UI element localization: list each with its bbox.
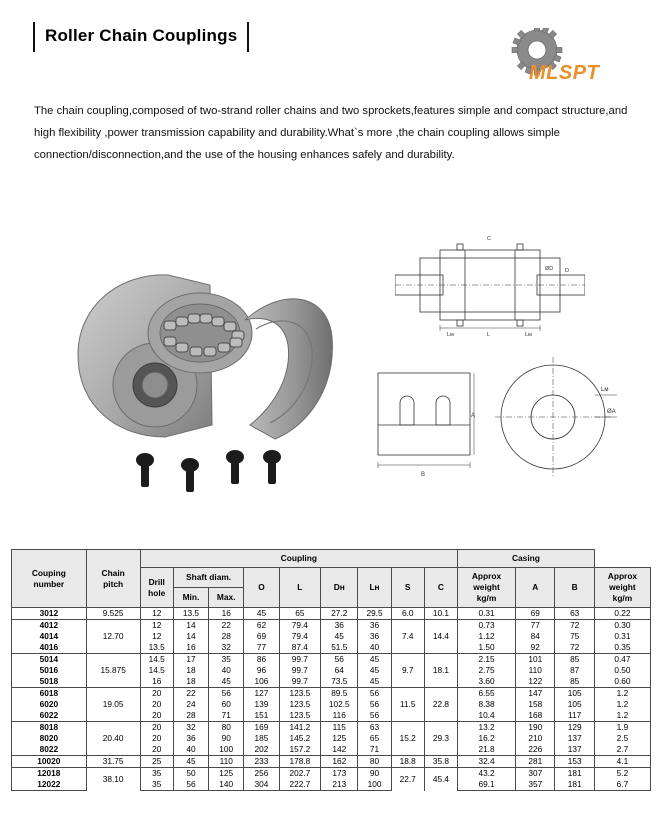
cell-b: 63 bbox=[555, 608, 594, 620]
table-row bbox=[12, 756, 651, 768]
cell-chain-pitch: 31.75 bbox=[86, 756, 140, 768]
th-max: Max. bbox=[209, 588, 244, 608]
table-head bbox=[12, 550, 651, 608]
cell-o: 256 bbox=[244, 768, 279, 780]
cell-approx-weight: 21.8 bbox=[458, 744, 516, 756]
cell-b: 137 bbox=[555, 744, 594, 756]
cell-shaft-min: 45 bbox=[173, 756, 208, 768]
cell-b: 181 bbox=[555, 768, 594, 780]
cell-b: 72 bbox=[555, 620, 594, 632]
cell-shaft-max: 56 bbox=[209, 688, 244, 700]
cell-s: 11.5 bbox=[391, 688, 424, 722]
cell-shaft-min: 17 bbox=[173, 654, 208, 666]
svg-text:Lᴍ: Lᴍ bbox=[525, 332, 532, 338]
svg-text:Lᴍ: Lᴍ bbox=[447, 332, 454, 338]
cell-lh: 90 bbox=[358, 768, 391, 780]
cell-l: 79.4 bbox=[279, 620, 320, 632]
cell-drill-hole: 35 bbox=[140, 779, 173, 791]
svg-text:Lᴍ: Lᴍ bbox=[601, 387, 609, 393]
cell-shaft-min: 40 bbox=[173, 744, 208, 756]
coupling-photo bbox=[60, 225, 350, 515]
th-S: S bbox=[391, 568, 424, 608]
cell-c: 35.8 bbox=[424, 756, 457, 768]
cell-shaft-min: 24 bbox=[173, 699, 208, 710]
cell-o: 77 bbox=[244, 642, 279, 654]
cell-coupling-number: 4014 bbox=[12, 631, 87, 642]
cell-lh: 56 bbox=[358, 710, 391, 722]
cell-approx-weight: 0.31 bbox=[458, 608, 516, 620]
cell-lh: 36 bbox=[358, 620, 391, 632]
cell-shaft-max: 35 bbox=[209, 654, 244, 666]
cell-dh: 213 bbox=[321, 779, 358, 791]
cell-b: 105 bbox=[555, 699, 594, 710]
cell-coupling-number: 5018 bbox=[12, 676, 87, 688]
svg-text:L: L bbox=[487, 332, 491, 338]
cell-s: 9.7 bbox=[391, 654, 424, 688]
specification-table bbox=[11, 549, 651, 791]
cell-coupling-number: 6020 bbox=[12, 699, 87, 710]
cell-o: 202 bbox=[244, 744, 279, 756]
cell-s: 6.0 bbox=[391, 608, 424, 620]
cell-l: 99.7 bbox=[279, 665, 320, 676]
cell-dh: 102.5 bbox=[321, 699, 358, 710]
cell-chain-pitch: 20.40 bbox=[86, 722, 140, 756]
table-body bbox=[12, 608, 651, 791]
table-row bbox=[12, 620, 651, 632]
th-approx-weight: Approx weight kg/m bbox=[458, 568, 516, 608]
cell-approx-weight: 32.4 bbox=[458, 756, 516, 768]
cell-b: 137 bbox=[555, 733, 594, 744]
cell-l: 222.7 bbox=[279, 779, 320, 791]
cell-casing-weight: 0.35 bbox=[594, 642, 650, 654]
cell-lh: 45 bbox=[358, 676, 391, 688]
cell-chain-pitch: 38.10 bbox=[86, 768, 140, 791]
cell-shaft-min: 18 bbox=[173, 665, 208, 676]
cell-lh: 45 bbox=[358, 654, 391, 666]
cell-l: 157.2 bbox=[279, 744, 320, 756]
cell-o: 86 bbox=[244, 654, 279, 666]
cell-lh: 56 bbox=[358, 688, 391, 700]
cell-dh: 125 bbox=[321, 733, 358, 744]
cell-l: 123.5 bbox=[279, 710, 320, 722]
cell-dh: 36 bbox=[321, 620, 358, 632]
cell-l: 141.2 bbox=[279, 722, 320, 734]
cell-approx-weight: 0.73 bbox=[458, 620, 516, 632]
cell-a: 357 bbox=[516, 779, 555, 791]
cell-o: 69 bbox=[244, 631, 279, 642]
th-A: A bbox=[516, 568, 555, 608]
cell-a: 307 bbox=[516, 768, 555, 780]
svg-text:D: D bbox=[565, 268, 569, 274]
cell-a: 281 bbox=[516, 756, 555, 768]
cell-shaft-max: 45 bbox=[209, 676, 244, 688]
cell-c: 29.3 bbox=[424, 722, 457, 756]
cell-l: 99.7 bbox=[279, 676, 320, 688]
cell-approx-weight: 3.60 bbox=[458, 676, 516, 688]
cell-shaft-max: 90 bbox=[209, 733, 244, 744]
table-row bbox=[12, 688, 651, 700]
cell-s: 22.7 bbox=[391, 768, 424, 791]
cell-coupling-number: 6018 bbox=[12, 688, 87, 700]
th-casing-weight: Approx weight kg/m bbox=[594, 568, 650, 608]
cell-a: 190 bbox=[516, 722, 555, 734]
th-Dh: Dʜ bbox=[321, 568, 358, 608]
cell-casing-weight: 1.9 bbox=[594, 722, 650, 734]
cell-casing-weight: 0.30 bbox=[594, 620, 650, 632]
cell-shaft-min: 16 bbox=[173, 642, 208, 654]
cell-lh: 56 bbox=[358, 699, 391, 710]
cell-approx-weight: 1.50 bbox=[458, 642, 516, 654]
cell-coupling-number: 10020 bbox=[12, 756, 87, 768]
cell-shaft-max: 140 bbox=[209, 779, 244, 791]
cell-a: 84 bbox=[516, 631, 555, 642]
cell-casing-weight: 1.2 bbox=[594, 688, 650, 700]
th-casing: Casing bbox=[458, 550, 595, 568]
cell-a: 168 bbox=[516, 710, 555, 722]
cell-dh: 142 bbox=[321, 744, 358, 756]
cell-casing-weight: 0.50 bbox=[594, 665, 650, 676]
brand-logo bbox=[499, 28, 634, 90]
cell-approx-weight: 16.2 bbox=[458, 733, 516, 744]
brand-name: MLSPT bbox=[529, 62, 600, 84]
cell-drill-hole: 12 bbox=[140, 620, 173, 632]
table-row bbox=[12, 768, 651, 780]
cell-dh: 115 bbox=[321, 722, 358, 734]
cell-lh: 65 bbox=[358, 733, 391, 744]
cell-s: 15.2 bbox=[391, 722, 424, 756]
svg-text:A: A bbox=[471, 413, 476, 419]
th-C: C bbox=[424, 568, 457, 608]
cell-approx-weight: 13.2 bbox=[458, 722, 516, 734]
cell-shaft-min: 22 bbox=[173, 688, 208, 700]
cell-shaft-max: 32 bbox=[209, 642, 244, 654]
cell-b: 117 bbox=[555, 710, 594, 722]
cell-b: 129 bbox=[555, 722, 594, 734]
cell-a: 77 bbox=[516, 620, 555, 632]
cell-lh: 29.5 bbox=[358, 608, 391, 620]
cell-coupling-number: 12022 bbox=[12, 779, 87, 791]
cell-approx-weight: 1.12 bbox=[458, 631, 516, 642]
cell-chain-pitch: 12.70 bbox=[86, 620, 140, 654]
page-title-wrap bbox=[33, 22, 249, 52]
assembly-section-drawing bbox=[395, 230, 585, 340]
cell-dh: 64 bbox=[321, 665, 358, 676]
cell-chain-pitch: 9.525 bbox=[86, 608, 140, 620]
cell-o: 62 bbox=[244, 620, 279, 632]
cell-drill-hole: 20 bbox=[140, 699, 173, 710]
cell-coupling-number: 5016 bbox=[12, 665, 87, 676]
cell-approx-weight: 69.1 bbox=[458, 779, 516, 791]
cell-lh: 36 bbox=[358, 631, 391, 642]
cell-shaft-max: 40 bbox=[209, 665, 244, 676]
cell-a: 92 bbox=[516, 642, 555, 654]
cell-dh: 56 bbox=[321, 654, 358, 666]
cell-s: 18.8 bbox=[391, 756, 424, 768]
cell-chain-pitch: 19.05 bbox=[86, 688, 140, 722]
cell-approx-weight: 10.4 bbox=[458, 710, 516, 722]
cell-a: 101 bbox=[516, 654, 555, 666]
cell-shaft-min: 14 bbox=[173, 631, 208, 642]
cell-dh: 116 bbox=[321, 710, 358, 722]
th-coupling: Coupling bbox=[140, 550, 457, 568]
cell-shaft-max: 100 bbox=[209, 744, 244, 756]
cell-casing-weight: 2.5 bbox=[594, 733, 650, 744]
table-row bbox=[12, 608, 651, 620]
cell-o: 304 bbox=[244, 779, 279, 791]
cell-dh: 27.2 bbox=[321, 608, 358, 620]
th-min: Min. bbox=[173, 588, 208, 608]
cell-drill-hole: 12 bbox=[140, 631, 173, 642]
svg-text:ØA: ØA bbox=[607, 409, 616, 415]
cell-casing-weight: 4.1 bbox=[594, 756, 650, 768]
cell-shaft-max: 16 bbox=[209, 608, 244, 620]
cell-approx-weight: 43.2 bbox=[458, 768, 516, 780]
th-coupling-number: Couping number bbox=[12, 550, 87, 608]
cell-shaft-min: 14 bbox=[173, 620, 208, 632]
cell-approx-weight: 8.38 bbox=[458, 699, 516, 710]
cell-b: 85 bbox=[555, 654, 594, 666]
cell-drill-hole: 20 bbox=[140, 710, 173, 722]
cell-o: 169 bbox=[244, 722, 279, 734]
cell-drill-hole: 12 bbox=[140, 608, 173, 620]
cell-chain-pitch: 15.875 bbox=[86, 654, 140, 688]
cell-b: 105 bbox=[555, 688, 594, 700]
cell-drill-hole: 20 bbox=[140, 688, 173, 700]
intro-paragraph: The chain coupling,composed of two-strand roller chains and two sprockets,features simple and compact structure,and high flexibility ,power transmission capability and durability.What`s more ,the chain coupling allows simple connection/disconnection,and the use of the housing enhances safely and durability. bbox=[34, 105, 628, 161]
cell-coupling-number: 4016 bbox=[12, 642, 87, 654]
cell-lh: 71 bbox=[358, 744, 391, 756]
cell-drill-hole: 14.5 bbox=[140, 665, 173, 676]
cell-lh: 80 bbox=[358, 756, 391, 768]
svg-text:ØD: ØD bbox=[545, 266, 554, 272]
cell-lh: 40 bbox=[358, 642, 391, 654]
cell-c: 45.4 bbox=[424, 768, 457, 791]
cell-shaft-max: 125 bbox=[209, 768, 244, 780]
page-title: Roller Chain Couplings bbox=[33, 22, 249, 52]
cell-dh: 89.5 bbox=[321, 688, 358, 700]
cell-c: 18.1 bbox=[424, 654, 457, 688]
th-chain-pitch: Chain pitch bbox=[86, 550, 140, 608]
cell-casing-weight: 1.2 bbox=[594, 699, 650, 710]
cell-o: 106 bbox=[244, 676, 279, 688]
th-L: L bbox=[279, 568, 320, 608]
cell-casing-weight: 0.47 bbox=[594, 654, 650, 666]
cell-casing-weight: 2.7 bbox=[594, 744, 650, 756]
cell-o: 127 bbox=[244, 688, 279, 700]
cell-lh: 45 bbox=[358, 665, 391, 676]
cell-shaft-max: 110 bbox=[209, 756, 244, 768]
cell-coupling-number: 6022 bbox=[12, 710, 87, 722]
cell-l: 202.7 bbox=[279, 768, 320, 780]
cell-dh: 173 bbox=[321, 768, 358, 780]
cell-c: 10.1 bbox=[424, 608, 457, 620]
th-drill-hole: Drill hole bbox=[140, 568, 173, 608]
cell-shaft-min: 13.5 bbox=[173, 608, 208, 620]
cell-coupling-number: 12018 bbox=[12, 768, 87, 780]
cell-drill-hole: 13.5 bbox=[140, 642, 173, 654]
th-O: O bbox=[244, 568, 279, 608]
cell-dh: 73.5 bbox=[321, 676, 358, 688]
cell-b: 85 bbox=[555, 676, 594, 688]
cell-coupling-number: 8020 bbox=[12, 733, 87, 744]
cell-a: 122 bbox=[516, 676, 555, 688]
cell-c: 22.8 bbox=[424, 688, 457, 722]
cell-shaft-max: 22 bbox=[209, 620, 244, 632]
th-B: B bbox=[555, 568, 594, 608]
cell-drill-hole: 20 bbox=[140, 733, 173, 744]
cell-s: 7.4 bbox=[391, 620, 424, 654]
cell-b: 153 bbox=[555, 756, 594, 768]
cell-approx-weight: 2.15 bbox=[458, 654, 516, 666]
cell-casing-weight: 0.22 bbox=[594, 608, 650, 620]
cell-casing-weight: 6.7 bbox=[594, 779, 650, 791]
cell-shaft-min: 28 bbox=[173, 710, 208, 722]
cell-casing-weight: 5.2 bbox=[594, 768, 650, 780]
cell-shaft-max: 28 bbox=[209, 631, 244, 642]
table-header-row-1 bbox=[12, 550, 651, 568]
cell-o: 233 bbox=[244, 756, 279, 768]
th-Lh: Lʜ bbox=[358, 568, 391, 608]
cell-l: 99.7 bbox=[279, 654, 320, 666]
cell-l: 145.2 bbox=[279, 733, 320, 744]
cell-o: 185 bbox=[244, 733, 279, 744]
cell-l: 123.5 bbox=[279, 688, 320, 700]
cell-a: 226 bbox=[516, 744, 555, 756]
cell-l: 87.4 bbox=[279, 642, 320, 654]
casing-side-drawing bbox=[370, 365, 480, 480]
svg-text:C: C bbox=[487, 236, 491, 242]
cell-a: 158 bbox=[516, 699, 555, 710]
cell-b: 87 bbox=[555, 665, 594, 676]
cell-shaft-min: 18 bbox=[173, 676, 208, 688]
cell-casing-weight: 0.31 bbox=[594, 631, 650, 642]
cell-a: 147 bbox=[516, 688, 555, 700]
cell-coupling-number: 3012 bbox=[12, 608, 87, 620]
cell-drill-hole: 20 bbox=[140, 744, 173, 756]
cell-coupling-number: 8018 bbox=[12, 722, 87, 734]
cell-o: 139 bbox=[244, 699, 279, 710]
cell-lh: 100 bbox=[358, 779, 391, 791]
cell-l: 65 bbox=[279, 608, 320, 620]
cell-b: 75 bbox=[555, 631, 594, 642]
cell-dh: 162 bbox=[321, 756, 358, 768]
cell-casing-weight: 0.60 bbox=[594, 676, 650, 688]
cell-a: 210 bbox=[516, 733, 555, 744]
cell-a: 110 bbox=[516, 665, 555, 676]
cell-shaft-min: 56 bbox=[173, 779, 208, 791]
cell-shaft-min: 32 bbox=[173, 722, 208, 734]
cell-l: 178.8 bbox=[279, 756, 320, 768]
cell-c: 14.4 bbox=[424, 620, 457, 654]
table-row bbox=[12, 722, 651, 734]
cell-approx-weight: 6.55 bbox=[458, 688, 516, 700]
cell-drill-hole: 20 bbox=[140, 722, 173, 734]
cell-dh: 45 bbox=[321, 631, 358, 642]
cell-o: 151 bbox=[244, 710, 279, 722]
cell-shaft-min: 36 bbox=[173, 733, 208, 744]
casing-front-drawing bbox=[495, 355, 620, 485]
cell-drill-hole: 14.5 bbox=[140, 654, 173, 666]
cell-casing-weight: 1.2 bbox=[594, 710, 650, 722]
illustration-area bbox=[0, 190, 662, 520]
cell-l: 123.5 bbox=[279, 699, 320, 710]
cell-b: 181 bbox=[555, 779, 594, 791]
cell-o: 96 bbox=[244, 665, 279, 676]
cell-shaft-min: 50 bbox=[173, 768, 208, 780]
cell-shaft-max: 60 bbox=[209, 699, 244, 710]
table-row bbox=[12, 654, 651, 666]
cell-drill-hole: 35 bbox=[140, 768, 173, 780]
cell-o: 45 bbox=[244, 608, 279, 620]
cell-lh: 63 bbox=[358, 722, 391, 734]
cell-b: 72 bbox=[555, 642, 594, 654]
cell-coupling-number: 4012 bbox=[12, 620, 87, 632]
cell-approx-weight: 2.75 bbox=[458, 665, 516, 676]
cell-coupling-number: 8022 bbox=[12, 744, 87, 756]
cell-shaft-max: 71 bbox=[209, 710, 244, 722]
svg-text:B: B bbox=[421, 472, 426, 478]
cell-dh: 51.5 bbox=[321, 642, 358, 654]
cell-shaft-max: 80 bbox=[209, 722, 244, 734]
cell-l: 79.4 bbox=[279, 631, 320, 642]
cell-a: 69 bbox=[516, 608, 555, 620]
cell-drill-hole: 16 bbox=[140, 676, 173, 688]
cell-drill-hole: 25 bbox=[140, 756, 173, 768]
cell-coupling-number: 5014 bbox=[12, 654, 87, 666]
th-shaft-diam: Shaft diam. bbox=[173, 568, 244, 588]
